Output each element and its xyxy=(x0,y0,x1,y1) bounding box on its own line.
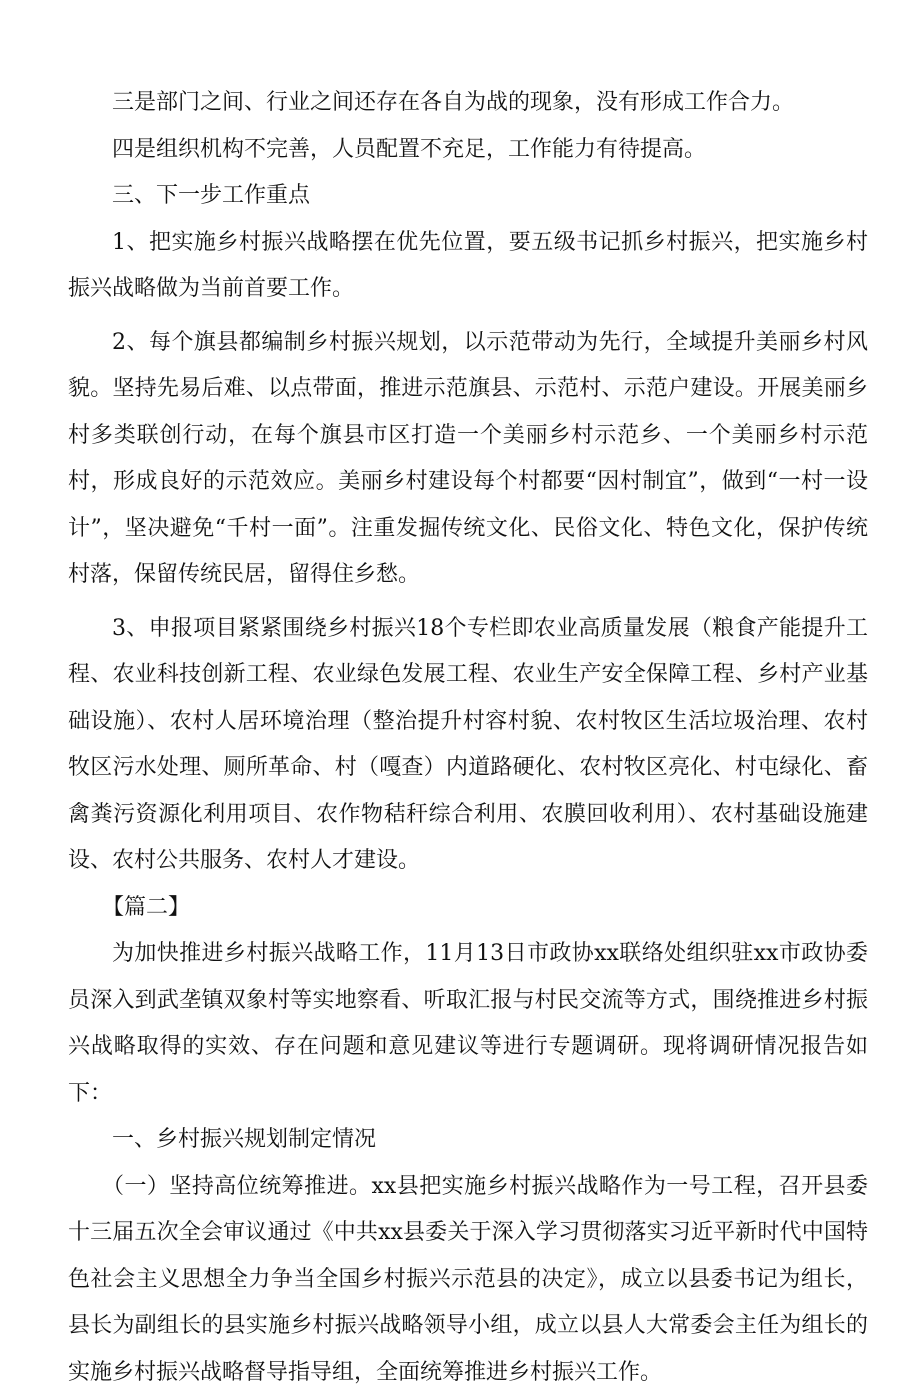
section-heading-planning: 一、乡村振兴规划制定情况 xyxy=(68,1117,868,1164)
paragraph-high-level-coordination: （一）坚持高位统筹推进。xx县把实施乡村振兴战略作为一号工程，召开县委十三届五次全会审议通过《中共xx县委关于深入学习贯彻落实习近平新时代中国特色社会主义思想全力争当全国乡村振兴示范县的决定》，成立以县委书记为组长，县长为副组长的县实施乡村振兴战略领导小组，成立以县人大常委会主任为组长的实施乡村振兴战略督导指导组，全面统筹推进乡村振兴工作。 xyxy=(68,1164,868,1396)
section-marker-part-two: 【篇二】 xyxy=(68,885,868,932)
section-heading-next-steps: 三、下一步工作重点 xyxy=(68,173,868,220)
paragraph-problem-three: 三是部门之间、行业之间还存在各自为战的现象，没有形成工作合力。 xyxy=(68,80,868,127)
paragraph-point-1: 1、把实施乡村振兴战略摆在优先位置，要五级书记抓乡村振兴，把实施乡村振兴战略做为当前首要工作。 xyxy=(68,220,868,313)
paragraph-report-intro: 为加快推进乡村振兴战略工作，11月13日市政协xx联络处组织驻xx市政协委员深入到武垄镇双象村等实地察看、听取汇报与村民交流等方式，围绕推进乡村振兴战略取得的实效、存在问题和意见建议等进行专题调研。现将调研情况报告如下： xyxy=(68,931,868,1117)
document-body xyxy=(68,80,868,1396)
paragraph-point-3: 3、申报项目紧紧围绕乡村振兴18个专栏即农业高质量发展（粮食产能提升工程、农业科技创新工程、农业绿色发展工程、农业生产安全保障工程、乡村产业基础设施）、农村人居环境治理（整治提升村容村貌、农村牧区生活垃圾治理、农村牧区污水处理、厕所革命、村（嘎查）内道路硬化、农村牧区亮化、村屯绿化、畜禽粪污资源化利用项目、农作物秸秆综合利用、农膜回收利用）、农村基础设施建设、农村公共服务、农村人才建设。 xyxy=(68,606,868,885)
paragraph-point-2: 2、每个旗县都编制乡村振兴规划，以示范带动为先行，全域提升美丽乡村风貌。坚持先易后难、以点带面，推进示范旗县、示范村、示范户建设。开展美丽乡村多类联创行动，在每个旗县市区打造一个美丽乡村示范乡、一个美丽乡村示范村，形成良好的示范效应。美丽乡村建设每个村都要“因村制宜”，做到“一村一设计”，坚决避免“千村一面”。注重发掘传统文化、民俗文化、特色文化，保护传统村落，保留传统民居，留得住乡愁。 xyxy=(68,320,868,599)
paragraph-problem-four: 四是组织机构不完善，人员配置不充足，工作能力有待提高。 xyxy=(68,127,868,174)
